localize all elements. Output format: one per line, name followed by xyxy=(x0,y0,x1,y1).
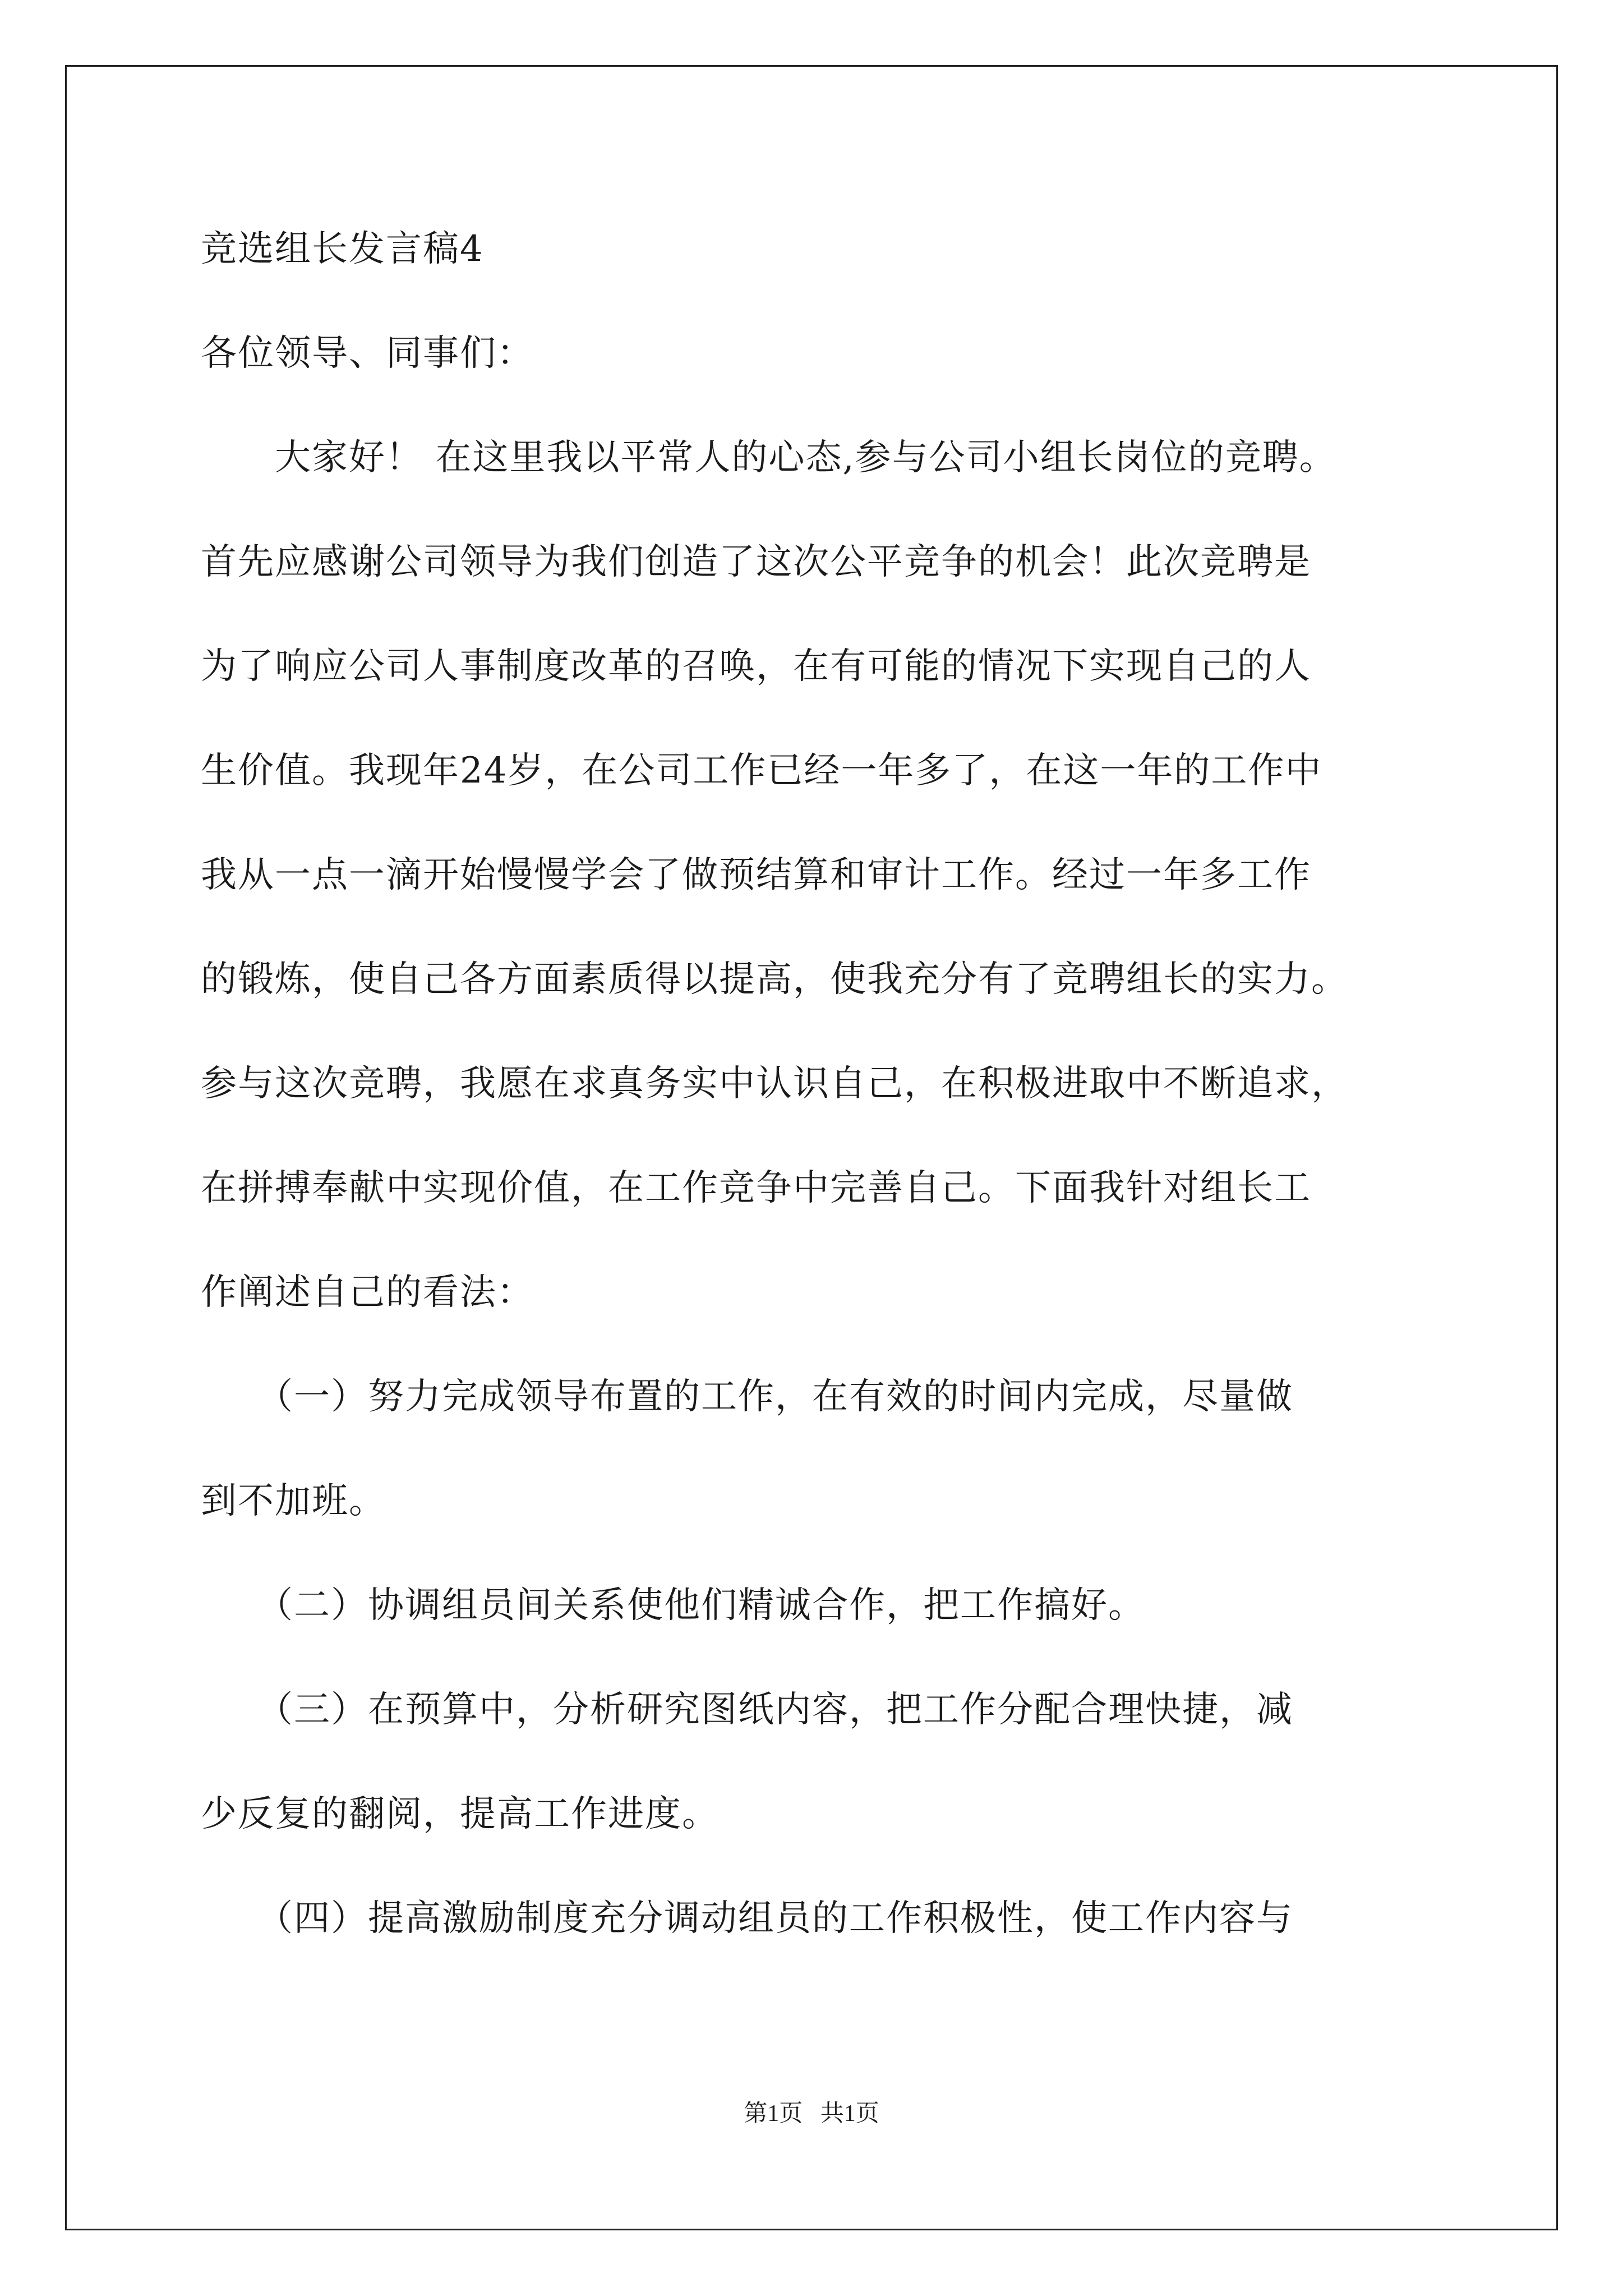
list-item-line: （四）提高激励制度充分调动组员的工作积极性，使工作内容与 xyxy=(201,1898,1293,1939)
body-line: 作阐述自己的看法： xyxy=(201,1272,534,1313)
body-line: 的锻炼，使自己各方面素质得以提高，使我充分有了竞聘组长的实力。 xyxy=(201,959,1348,1000)
page-number: 第1页 xyxy=(744,2101,803,2127)
salutation-line: 各位领导、同事们： xyxy=(201,333,534,374)
body-line: 大家好！ 在这里我以平常人的心态,参与公司小组长岗位的竞聘。 xyxy=(201,437,1336,478)
list-item-line: （一）努力完成领导布置的工作，在有效的时间内完成，尽量做 xyxy=(201,1376,1293,1418)
list-item-line: （二）协调组员间关系使他们精诚合作，把工作搞好。 xyxy=(201,1585,1145,1626)
page-footer xyxy=(0,2098,1623,2129)
page-total: 共1页 xyxy=(820,2101,879,2127)
body-line: 生价值。我现年24岁，在公司工作已经一年多了，在这一年的工作中 xyxy=(201,750,1322,792)
body-line: 在拼搏奉献中实现价值，在工作竞争中完善自己。下面我针对组长工 xyxy=(201,1167,1311,1209)
body-line: 我从一点一滴开始慢慢学会了做预结算和审计工作。经过一年多工作 xyxy=(201,854,1311,896)
document-title: 竞选组长发言稿4 xyxy=(201,228,484,270)
list-item-line: （三）在预算中，分析研究图纸内容，把工作分配合理快捷，减 xyxy=(201,1689,1293,1731)
body-line: 参与这次竞聘，我愿在求真务实中认识自己，在积极进取中不断追求， xyxy=(201,1063,1348,1105)
list-item-line: 少反复的翻阅，提高工作进度。 xyxy=(201,1793,719,1835)
body-line: 为了响应公司人事制度改革的召唤，在有可能的情况下实现自己的人 xyxy=(201,646,1311,687)
list-item-line: 到不加班。 xyxy=(201,1480,386,1522)
body-line: 首先应感谢公司领导为我们创造了这次公平竞争的机会！此次竞聘是 xyxy=(201,541,1311,583)
